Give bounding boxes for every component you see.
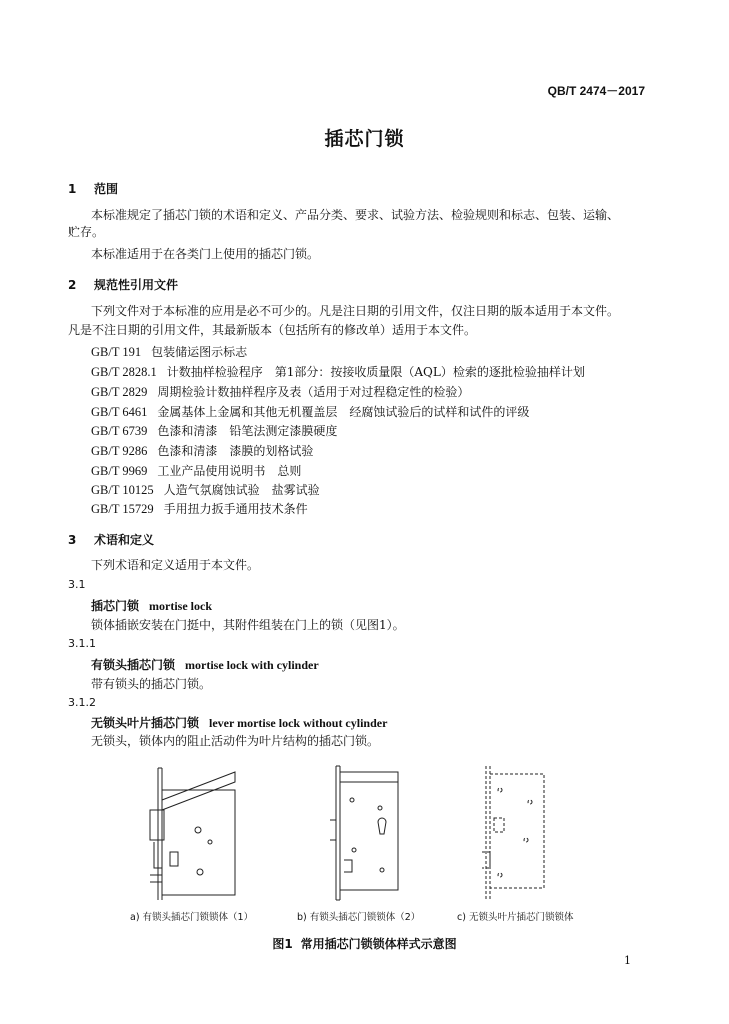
term-number: 3.1.1 [68,637,96,650]
section-1-heading [68,180,118,197]
reference-item [91,422,337,439]
term-heading [91,656,319,673]
reference-item [91,442,313,459]
figure-number: 图1 [272,937,293,951]
standard-code: QB/T 2474－2017 [547,84,645,98]
term-number: 3.1.2 [68,696,96,709]
term-zh: 有锁头插芯门锁 [91,658,176,672]
figure-title [0,935,729,952]
reference-item [91,462,301,479]
term-heading [91,597,212,614]
section-number: 3 [68,533,77,547]
reference-item [91,500,308,517]
section-3-intro: 下列术语和定义适用于本文件。 [91,558,260,572]
lock-body-illustration-c [470,760,560,905]
term-en: lever mortise lock without cylinder [209,716,388,730]
reference-title: 手用扭力扳手通用技术条件 [163,502,308,516]
section-1-paragraph-1-line-1: 本标准规定了插芯门锁的术语和定义、产品分类、要求、试验方法、检验规则和标志、包装、运输、 [91,208,620,222]
section-3-heading [68,531,154,548]
section-1-paragraph-1-line-2: 贮存。 [68,225,105,239]
reference-code: GB/T 191 [91,345,142,359]
reference-title: 色漆和清漆 铅笔法测定漆膜硬度 [157,424,338,438]
reference-item [91,383,469,400]
reference-code: GB/T 2829 [91,385,148,399]
term-number: 3.1 [68,578,86,591]
section-2-paragraph-line-2: 凡是不注日期的引用文件，其最新版本（包括所有的修改单）适用于本文件。 [68,323,477,337]
section-title: 术语和定义 [94,533,155,547]
lock-body-illustration-b [322,760,412,905]
reference-code: GB/T 9969 [91,464,148,478]
term-definition: 锁体插嵌安装在门挺中，其附件组装在门上的锁（见图1）。 [91,618,405,632]
term-definition: 无锁头，锁体内的阻止活动件为叶片结构的插芯门锁。 [91,734,380,748]
section-1-paragraph-2: 本标准适用于在各类门上使用的插芯门锁。 [91,247,320,261]
reference-title: 色漆和清漆 漆膜的划格试验 [157,444,314,458]
term-en: mortise lock [149,599,212,613]
reference-code: GB/T 15729 [91,502,154,516]
reference-title: 周期检验计数抽样程序及表（适用于对过程稳定性的检验） [157,385,470,399]
term-heading [91,714,387,731]
reference-code: GB/T 6739 [91,424,148,438]
reference-title: 工业产品使用说明书 总则 [157,464,302,478]
document-title: 插芯门锁 [324,128,405,150]
figure-caption-c: c) 无锁头叶片插芯门锁锁体 [457,912,574,923]
reference-title: 计数抽样检验程序 第1部分：按接收质量限（AQL）检索的逐批检验抽样计划 [166,365,585,379]
reference-code: GB/T 9286 [91,444,148,458]
section-number: 1 [68,182,77,196]
page-number: 1 [624,954,631,967]
figure-caption-a: a) 有锁头插芯门锁锁体（1） [130,912,254,923]
term-zh: 无锁头叶片插芯门锁 [91,716,200,730]
section-number: 2 [68,278,77,292]
reference-title: 人造气氛腐蚀试验 盐雾试验 [163,483,320,497]
term-en: mortise lock with cylinder [185,658,319,672]
lock-body-illustration-a [140,760,250,905]
reference-item [91,481,320,498]
reference-item [91,363,585,380]
reference-code: GB/T 6461 [91,405,148,419]
figure-title-text: 常用插芯门锁锁体样式示意图 [300,937,457,951]
section-2-heading [68,276,178,293]
reference-title: 金属基体上金属和其他无机覆盖层 经腐蚀试验后的试样和试件的评级 [157,405,530,419]
reference-title: 包装储运图示标志 [151,345,248,359]
figure-caption-b: b) 有锁头插芯门锁锁体（2） [297,912,421,923]
section-2-paragraph-line-1: 下列文件对于本标准的应用是必不可少的。凡是注日期的引用文件，仅注日期的版本适用于本文件。 [91,304,620,318]
reference-code: GB/T 2828.1 [91,365,157,379]
section-title: 范围 [94,182,119,196]
reference-item [91,343,247,360]
term-definition: 带有锁头的插芯门锁。 [91,677,212,691]
reference-code: GB/T 10125 [91,483,154,497]
section-title: 规范性引用文件 [94,278,179,292]
reference-item [91,403,529,420]
term-zh: 插芯门锁 [91,599,140,613]
